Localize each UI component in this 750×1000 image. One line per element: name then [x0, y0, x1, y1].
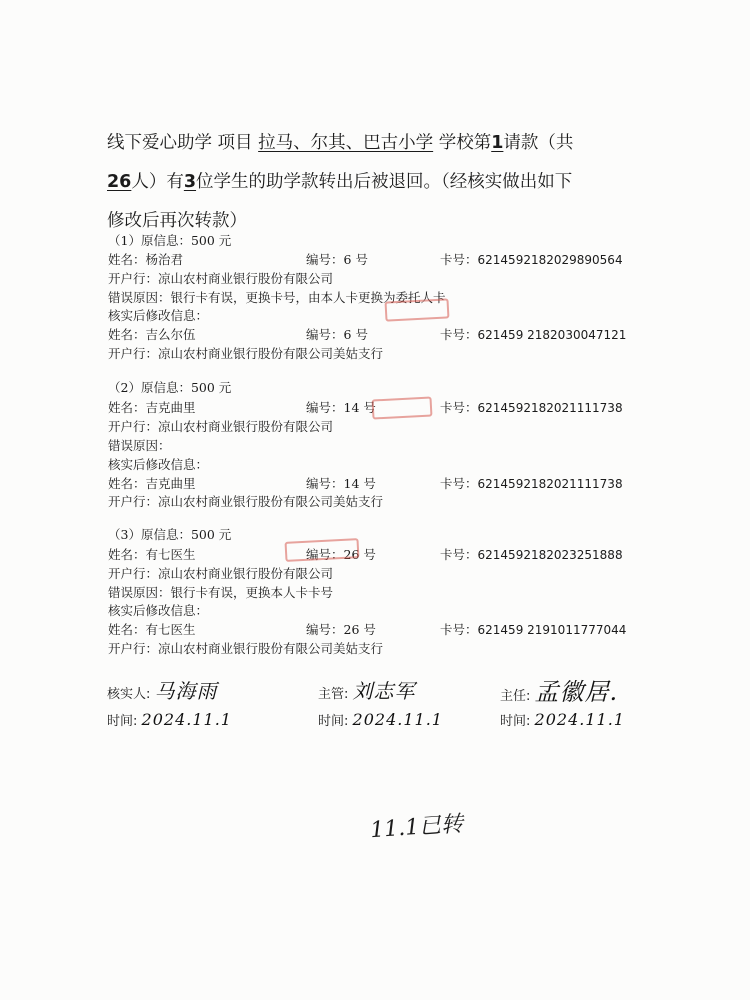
- record-3-heading: （3）原信息：500 元: [108, 527, 232, 542]
- student-name: 吉么尔伍: [145, 327, 196, 342]
- record-2-heading: （2）原信息：500 元: [108, 380, 232, 395]
- record-1-heading: （1）原信息：500 元: [108, 233, 232, 248]
- total-students: 26: [107, 172, 132, 192]
- record-3-corrected-label: 核实后修改信息：: [108, 603, 209, 618]
- record-2-corrected-row: 姓名：吉克曲里 编号：14 号 卡号：6214592182021111738: [108, 476, 623, 491]
- header-line-1: [107, 124, 637, 163]
- student-id: 26 号: [343, 547, 376, 562]
- card-number: 621459 2182030047121: [477, 328, 627, 342]
- record-2-original-row: 姓名：吉克曲里 编号：14 号 卡号：6214592182021111738: [108, 400, 623, 415]
- batch-number: 1: [491, 133, 504, 153]
- card-number: 6214592182021111738: [477, 401, 623, 415]
- student-id: 6 号: [343, 252, 368, 267]
- verifier-signature: 核实人: 马海雨: [107, 679, 218, 703]
- header-line-2: [107, 163, 637, 202]
- record-3-corrected-bank: 开户行：凉山农村商业银行股份有限公司美姑支行: [108, 641, 384, 656]
- red-stamp-mark: [385, 298, 450, 321]
- record-2-corrected-label: 核实后修改信息：: [108, 457, 209, 472]
- record-3-original-bank: 开户行：凉山农村商业银行股份有限公司: [108, 566, 334, 581]
- director-signature-handwriting: 孟徽居.: [534, 678, 619, 706]
- red-stamp-mark: [372, 396, 433, 419]
- record-3-original-row: 姓名：有七医生 编号：26 号 卡号：6214592182023251888: [108, 547, 623, 562]
- header-text: 学校第: [438, 133, 492, 153]
- student-id: 6 号: [343, 327, 368, 342]
- record-1-corrected-row: 姓名：吉么尔伍 编号：6 号 卡号：621459 2182030047121: [108, 327, 627, 342]
- record-2-original-bank: 开户行：凉山农村商业银行股份有限公司: [108, 419, 334, 434]
- student-id: 14 号: [343, 476, 376, 491]
- card-number: 621459 2191011777044: [477, 623, 627, 637]
- supervisor-signature: 主管: 刘志军: [318, 679, 416, 703]
- student-name: 吉克曲里: [145, 400, 196, 415]
- header-text: 请款（共: [503, 133, 574, 153]
- handwritten-transfer-note: 11.1已转: [369, 811, 464, 844]
- student-name: 有七医生: [145, 547, 196, 562]
- record-1-corrected-label: 核实后修改信息：: [108, 308, 209, 323]
- record-1-original-row: 姓名：杨治君 编号：6 号 卡号：6214592182029890564: [108, 252, 623, 267]
- record-1-original-bank: 开户行：凉山农村商业银行股份有限公司: [108, 271, 334, 286]
- record-1-corrected-bank: 开户行：凉山农村商业银行股份有限公司美姑支行: [108, 346, 384, 361]
- header-text: 人）有: [131, 172, 184, 192]
- card-number: 6214592182029890564: [477, 253, 623, 267]
- card-number: 6214592182021111738: [477, 477, 623, 491]
- document-header: [107, 124, 637, 241]
- verifier-date: 时间: 2024.11.1: [107, 710, 232, 729]
- student-name: 吉克曲里: [145, 476, 196, 491]
- project-name: 拉马、尔其、巴古小学: [258, 133, 434, 153]
- director-date: 时间: 2024.11.1: [500, 710, 625, 729]
- director-signature: 主任: 孟徽居.: [500, 678, 619, 706]
- record-1-reason: 错误原因：银行卡有误，更换卡号，由本人卡更换为委托人卡: [108, 290, 446, 305]
- student-id: 14 号: [343, 400, 376, 415]
- red-stamp-mark: [285, 538, 360, 562]
- returned-count: 3: [183, 172, 197, 192]
- record-3-reason: 错误原因：银行卡有误，更换本人卡卡号: [108, 585, 334, 600]
- verifier-signature-handwriting: 马海雨: [154, 679, 218, 703]
- record-2-reason: 错误原因：: [108, 438, 171, 453]
- supervisor-signature-handwriting: 刘志军: [352, 679, 416, 703]
- student-name: 杨治君: [145, 252, 184, 267]
- student-name: 有七医生: [145, 622, 196, 637]
- header-text: 位学生的助学款转出后被退回。（经核实做出如下: [196, 172, 573, 192]
- student-id: 26 号: [343, 622, 376, 637]
- record-3-corrected-row: 姓名：有七医生 编号：26 号 卡号：621459 2191011777044: [108, 622, 627, 637]
- record-2-corrected-bank: 开户行：凉山农村商业银行股份有限公司美姑支行: [108, 494, 384, 509]
- card-number: 6214592182023251888: [477, 548, 623, 562]
- header-text: 修改后再次转款）: [107, 211, 247, 231]
- supervisor-date: 时间: 2024.11.1: [318, 710, 443, 729]
- header-text: 线下爱心助学 项目: [107, 133, 253, 153]
